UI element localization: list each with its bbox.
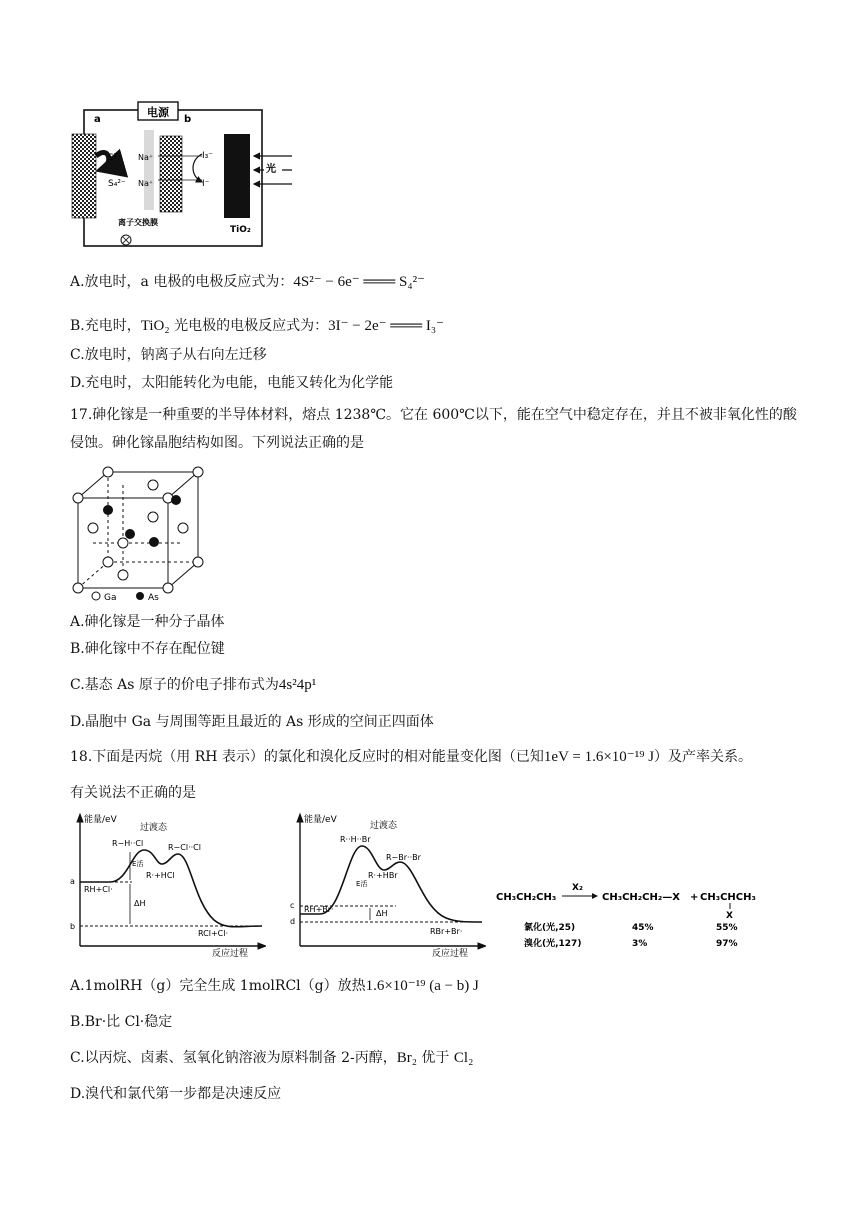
ion-i3-label: I₃⁻ <box>202 151 214 161</box>
chlorination-energy-diagram <box>66 812 266 958</box>
legend-ga-marker <box>92 592 100 600</box>
chart1-tick-a: a <box>70 877 75 886</box>
chart2-mid: R·+HBr <box>368 871 398 880</box>
ion-na-label-1: Na⁺ <box>138 153 154 162</box>
electrochemical-cell-figure <box>62 96 302 256</box>
chart2-end: RBr+Br· <box>430 927 463 936</box>
halogenation-reaction-scheme <box>494 866 766 958</box>
row1-product2-yield: 55% <box>716 923 738 933</box>
chart2-ea: E活 <box>356 880 368 888</box>
ion-s4-label: S₄²⁻ <box>108 179 126 189</box>
chart1-ea: E活 <box>132 860 144 868</box>
chart2-ts-label: 过渡态 <box>370 821 398 831</box>
q17-option-c: C.基态 As 原子的价电子排布式为4s²4p¹ <box>70 677 317 693</box>
q16-option-d: D.充电时，太阳能转化为电能，电能又转化为化学能 <box>70 375 394 391</box>
chart1-ts-label: 过渡态 <box>140 823 168 833</box>
ion-na-label-2: Na⁺ <box>138 179 154 188</box>
chart2-ts2: R−Br··Br <box>386 853 421 862</box>
product-2-substituent: X <box>726 911 733 921</box>
chart2-tick-d: d <box>290 917 296 926</box>
q18-option-a: A.1molRH（g）完全生成 1molRCl（g）放热1.6×10⁻¹⁹ (a − b) J <box>70 978 479 994</box>
chart1-ts1: R−H··Cl <box>112 839 144 848</box>
light-label: 光 <box>266 164 276 175</box>
q18-option-c: C.以丙烷、卤素、氢氧化钠溶液为原料制备 2-丙醇，Br₂ 优于 Cl₂ <box>70 1050 474 1066</box>
electrode-b <box>160 136 182 212</box>
bromination-energy-diagram <box>286 812 486 958</box>
chart1-xlabel: 反应过程 <box>212 949 249 958</box>
ion-s2-label: S²⁻ <box>108 153 123 163</box>
product-2: CH₃CHCH₃ <box>700 892 756 903</box>
q17-stem: 17.砷化镓是一种重要的半导体材料，熔点 1238℃。它在 600℃以下，能在空气中稳定存在，并且不被非氧化性的酸侵蚀。砷化镓晶胞结构如图。下列说法正确的是 <box>70 407 797 451</box>
q17-option-d: D.晶胞中 Ga 与周围等距且最近的 As 形成的空间正四面体 <box>70 714 434 730</box>
q18-stem-formula: 1eV = 1.6×10⁻¹⁹ J <box>543 749 655 765</box>
electrode-a-label: a <box>94 114 101 125</box>
q18-option-b: B.Br·比 Cl·稳定 <box>70 1014 173 1030</box>
chart1-mid: R·+HCl <box>146 871 175 880</box>
q18-stem-line-2: 有关说法不正确的是 <box>70 785 196 801</box>
electrode-b-label: b <box>184 114 192 125</box>
tio2-label: TiO₂ <box>230 225 251 235</box>
chart2-xlabel: 反应过程 <box>432 949 469 958</box>
q16-option-b-formula: 3I⁻ − 2e⁻ ═══ I₃⁻ <box>328 318 445 334</box>
product-1: CH₃CH₂CH₂—X <box>602 892 680 903</box>
q16-option-b: B.充电时，TiO₂ 光电极的电极反应式为：3I⁻ − 2e⁻ ═══ I₃⁻ <box>70 318 445 334</box>
plus-sign: + <box>690 892 699 903</box>
legend-ga-label: Ga <box>104 593 117 602</box>
gaas-unit-cell-figure <box>68 462 218 602</box>
electrode-a <box>72 134 96 218</box>
q18-option-d: D.溴代和氯代第一步都是决速反应 <box>70 1086 282 1102</box>
row1-label: 氯化(光,25) <box>524 923 576 933</box>
chart1-tick-b: b <box>70 922 76 931</box>
q16-option-a: A.放电时，a 电极的电极反应式为：4S²⁻ − 6e⁻ ═══ S₄²⁻ <box>70 274 426 290</box>
q16-option-c: C.放电时，钠离子从右向左迁移 <box>70 347 267 363</box>
ion-i-label: I⁻ <box>202 179 210 189</box>
row2-product2-yield: 97% <box>716 939 738 949</box>
legend-as-label: As <box>148 593 159 602</box>
row2-product1-yield: 3% <box>632 939 648 949</box>
reactant: CH₃CH₂CH₃ <box>496 892 557 903</box>
ion-exchange-membrane <box>144 130 154 210</box>
membrane-label: 离子交换膜 <box>118 218 158 227</box>
q18-option-a-formula: 1.6×10⁻¹⁹ (a − b) J <box>365 978 479 994</box>
q17-option-c-formula: 4s²4p¹ <box>278 677 317 693</box>
chart2-ylabel: 能量/eV <box>304 815 337 825</box>
chart1-dh: ΔH <box>134 899 146 908</box>
legend-as-marker <box>136 592 144 600</box>
q16-option-a-formula: 4S²⁻ − 6e⁻ ═══ S₄²⁻ <box>293 274 426 290</box>
row2-label: 溴化(光,127) <box>524 939 582 949</box>
chart2-ts1: R··H··Br <box>340 835 371 844</box>
row1-product1-yield: 45% <box>632 923 654 933</box>
chart1-start: RH+Cl· <box>84 885 113 894</box>
chart2-tick-c: c <box>290 901 295 910</box>
q17-option-a: A.砷化镓是一种分子晶体 <box>70 614 225 630</box>
chart2-dh: ΔH <box>376 909 388 918</box>
tio2-electrode <box>224 134 250 218</box>
q17-option-b: B.砷化镓中不存在配位键 <box>70 641 225 657</box>
chart1-ts2: R−Cl··Cl <box>168 843 201 852</box>
chart1-end: RCl+Cl· <box>198 929 229 938</box>
chart1-ylabel: 能量/eV <box>84 815 117 825</box>
power-source-label: 电源 <box>147 106 169 119</box>
chart2-start: RH+Br· <box>304 905 334 914</box>
q18-stem-line-1: 18.下面是丙烷（用 RH 表示）的氯化和溴化反应时的相对能量变化图（已知1eV = 1.6×10⁻¹⁹ J）及产率关系。 <box>70 749 753 765</box>
reagent: X₂ <box>572 883 583 893</box>
